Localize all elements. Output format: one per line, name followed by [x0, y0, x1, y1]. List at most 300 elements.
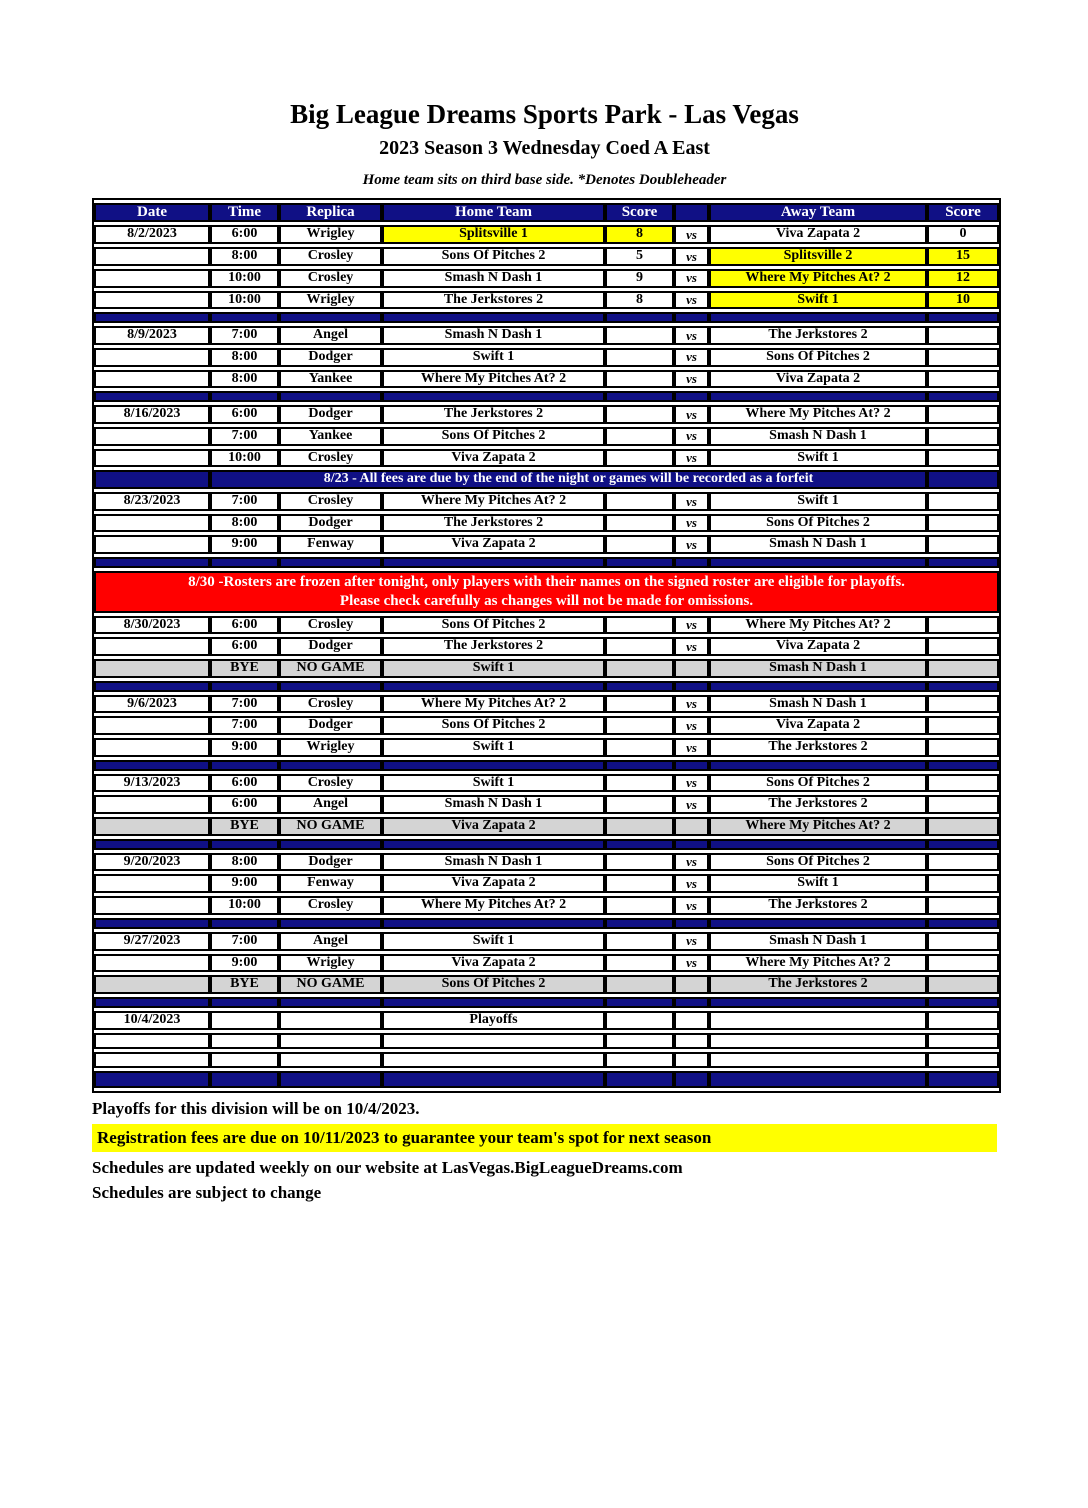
game-row — [94, 637, 999, 656]
home-team-cell: Smash N Dash 1 — [382, 795, 605, 814]
away-score-cell — [927, 492, 999, 511]
header-vs-cell — [674, 203, 709, 223]
time-cell: 6:00 — [210, 405, 279, 424]
website-line: Schedules are updated weekly on our website at LasVegas.BigLeagueDreams.com — [92, 1157, 683, 1177]
away-team-cell — [709, 1033, 927, 1049]
home-score-cell — [605, 760, 674, 771]
replica-cell — [279, 839, 382, 850]
date-cell — [94, 269, 210, 288]
game-row — [94, 247, 999, 266]
home-team-cell — [382, 557, 605, 568]
header-time-cell: Time — [210, 203, 279, 223]
roster-notice-text: 8/30 -Rosters are frozen after tonight, only players with their names on the signed roster are eligible for playoffs. Please check carefully as changes will not be made for omissions. — [94, 571, 999, 613]
away-team-cell: Where My Pitches At? 2 — [709, 954, 927, 973]
away-score-cell — [927, 839, 999, 850]
home-team-cell: Swift 1 — [382, 659, 605, 678]
home-team-cell: The Jerkstores 2 — [382, 405, 605, 424]
separator-row — [94, 312, 999, 323]
home-team-cell: Swift 1 — [382, 348, 605, 367]
vs-cell — [674, 817, 709, 836]
replica-cell — [279, 1011, 382, 1030]
away-score-cell — [927, 853, 999, 872]
vs-cell: vs — [674, 427, 709, 446]
time-cell — [210, 839, 279, 850]
game-row — [94, 716, 999, 735]
away-score-cell — [927, 896, 999, 915]
time-cell: 10:00 — [210, 896, 279, 915]
vs-cell: vs — [674, 896, 709, 915]
replica-cell: Angel — [279, 326, 382, 345]
date-cell — [94, 839, 210, 850]
replica-cell — [279, 312, 382, 323]
vs-cell — [674, 1011, 709, 1030]
time-cell: 9:00 — [210, 874, 279, 893]
date-cell: 9/6/2023 — [94, 695, 210, 714]
replica-cell: NO GAME — [279, 817, 382, 836]
time-cell: BYE — [210, 659, 279, 678]
time-cell — [210, 760, 279, 771]
date-cell — [94, 557, 210, 568]
home-score-cell — [605, 932, 674, 951]
date-cell — [94, 874, 210, 893]
game-row — [94, 774, 999, 793]
separator-row — [94, 760, 999, 771]
time-cell — [210, 681, 279, 692]
vs-cell: vs — [674, 449, 709, 468]
time-cell — [210, 391, 279, 402]
separator-row — [94, 997, 999, 1008]
away-team-cell — [709, 918, 927, 929]
home-team-cell: Splitsville 1 — [382, 225, 605, 244]
time-cell: 10:00 — [210, 269, 279, 288]
away-team-cell: Swift 1 — [709, 449, 927, 468]
away-score-cell — [927, 695, 999, 714]
header-row — [94, 203, 999, 223]
home-team-cell: Sons Of Pitches 2 — [382, 975, 605, 994]
replica-cell: Fenway — [279, 535, 382, 554]
header-date-cell: Date — [94, 203, 210, 223]
time-cell: BYE — [210, 817, 279, 836]
away-team-cell: Sons Of Pitches 2 — [709, 774, 927, 793]
vs-cell: vs — [674, 291, 709, 310]
vs-cell — [674, 391, 709, 402]
away-score-cell — [927, 312, 999, 323]
away-score-cell — [927, 449, 999, 468]
date-cell — [94, 637, 210, 656]
home-score-cell — [605, 975, 674, 994]
home-team-cell — [382, 760, 605, 771]
time-cell: 7:00 — [210, 716, 279, 735]
vs-cell — [674, 997, 709, 1008]
away-score-cell — [927, 817, 999, 836]
home-score-cell — [605, 535, 674, 554]
away-team-cell: Smash N Dash 1 — [709, 427, 927, 446]
home-score-cell — [605, 1011, 674, 1030]
replica-cell: Dodger — [279, 716, 382, 735]
date-cell — [94, 817, 210, 836]
home-score-cell — [605, 1052, 674, 1068]
away-score-cell — [927, 760, 999, 771]
registration-fees-line: Registration fees are due on 10/11/2023 to guarantee your team's spot for next season — [92, 1124, 997, 1152]
home-score-cell — [605, 449, 674, 468]
away-team-cell: Smash N Dash 1 — [709, 932, 927, 951]
vs-cell: vs — [674, 738, 709, 757]
date-cell: 8/23/2023 — [94, 492, 210, 511]
away-team-cell: Sons Of Pitches 2 — [709, 348, 927, 367]
replica-cell: Crosley — [279, 774, 382, 793]
date-cell: 9/13/2023 — [94, 774, 210, 793]
away-team-cell: Where My Pitches At? 2 — [709, 817, 927, 836]
away-team-cell: Where My Pitches At? 2 — [709, 616, 927, 635]
replica-cell — [279, 1071, 382, 1088]
time-cell: 7:00 — [210, 326, 279, 345]
away-team-cell: Smash N Dash 1 — [709, 659, 927, 678]
home-team-cell — [382, 997, 605, 1008]
home-team-cell — [382, 681, 605, 692]
game-row — [94, 291, 999, 310]
date-cell — [94, 716, 210, 735]
home-team-cell: Smash N Dash 1 — [382, 269, 605, 288]
header-away-team-cell: Away Team — [709, 203, 927, 223]
replica-cell: Dodger — [279, 514, 382, 533]
vs-cell — [674, 557, 709, 568]
away-score-cell — [927, 326, 999, 345]
vs-cell: vs — [674, 874, 709, 893]
away-score-cell — [927, 535, 999, 554]
date-cell — [94, 291, 210, 310]
date-cell — [94, 681, 210, 692]
home-score-cell — [605, 514, 674, 533]
home-score-cell — [605, 853, 674, 872]
game-row — [94, 225, 999, 244]
vs-cell: vs — [674, 370, 709, 389]
vs-cell: vs — [674, 492, 709, 511]
away-score-cell — [927, 405, 999, 424]
date-cell: 9/20/2023 — [94, 853, 210, 872]
home-score-cell — [605, 1033, 674, 1049]
home-score-cell — [605, 817, 674, 836]
away-score-cell — [927, 659, 999, 678]
home-team-cell: Viva Zapata 2 — [382, 874, 605, 893]
home-team-cell — [382, 1071, 605, 1088]
away-team-cell: Swift 1 — [709, 492, 927, 511]
home-score-cell — [605, 427, 674, 446]
time-cell: 6:00 — [210, 616, 279, 635]
date-cell — [94, 348, 210, 367]
vs-cell: vs — [674, 225, 709, 244]
away-team-cell — [709, 1011, 927, 1030]
time-cell: 7:00 — [210, 932, 279, 951]
away-score-cell — [927, 557, 999, 568]
vs-cell: vs — [674, 853, 709, 872]
away-team-cell: Viva Zapata 2 — [709, 716, 927, 735]
replica-cell — [279, 681, 382, 692]
header-replica-cell: Replica — [279, 203, 382, 223]
date-cell — [94, 391, 210, 402]
home-score-cell — [605, 896, 674, 915]
separator-row — [94, 681, 999, 692]
game-row — [94, 405, 999, 424]
away-team-cell: Sons Of Pitches 2 — [709, 514, 927, 533]
date-cell — [94, 470, 210, 489]
time-cell: 9:00 — [210, 535, 279, 554]
date-cell — [94, 514, 210, 533]
time-cell: 8:00 — [210, 247, 279, 266]
home-score-cell — [605, 695, 674, 714]
home-team-cell — [382, 391, 605, 402]
vs-cell: vs — [674, 405, 709, 424]
vs-cell: vs — [674, 514, 709, 533]
game-row — [94, 514, 999, 533]
away-team-cell — [709, 839, 927, 850]
home-team-cell — [382, 1033, 605, 1049]
away-score-cell — [927, 997, 999, 1008]
date-cell — [94, 449, 210, 468]
game-row — [94, 738, 999, 757]
game-row — [94, 795, 999, 814]
time-cell: 7:00 — [210, 492, 279, 511]
replica-cell: Yankee — [279, 370, 382, 389]
away-team-cell: The Jerkstores 2 — [709, 896, 927, 915]
replica-cell: Wrigley — [279, 954, 382, 973]
fees-note-row — [94, 470, 999, 489]
home-score-cell — [605, 795, 674, 814]
home-score-cell — [605, 616, 674, 635]
replica-cell — [279, 391, 382, 402]
replica-cell: Dodger — [279, 348, 382, 367]
time-cell: 10:00 — [210, 449, 279, 468]
time-cell — [210, 918, 279, 929]
away-score-cell — [927, 932, 999, 951]
home-score-cell — [605, 716, 674, 735]
home-score-cell — [605, 918, 674, 929]
vs-cell: vs — [674, 637, 709, 656]
replica-cell — [279, 1052, 382, 1068]
away-score-cell — [927, 774, 999, 793]
home-score-cell — [605, 492, 674, 511]
date-cell — [94, 1033, 210, 1049]
subject-to-change-line: Schedules are subject to change — [92, 1183, 322, 1203]
replica-cell: Crosley — [279, 616, 382, 635]
replica-cell: Crosley — [279, 449, 382, 468]
home-score-cell: 8 — [605, 225, 674, 244]
away-score-cell — [927, 738, 999, 757]
game-row — [94, 370, 999, 389]
away-team-cell: Viva Zapata 2 — [709, 637, 927, 656]
time-cell — [210, 557, 279, 568]
away-team-cell: Where My Pitches At? 2 — [709, 269, 927, 288]
vs-cell — [674, 760, 709, 771]
vs-cell — [674, 659, 709, 678]
replica-cell — [279, 557, 382, 568]
home-team-cell: Sons Of Pitches 2 — [382, 427, 605, 446]
game-row — [94, 492, 999, 511]
replica-cell: Dodger — [279, 637, 382, 656]
replica-cell: Crosley — [279, 896, 382, 915]
date-cell — [94, 1071, 210, 1088]
home-team-cell — [382, 1052, 605, 1068]
date-cell — [94, 760, 210, 771]
home-team-cell — [382, 839, 605, 850]
date-cell: 9/27/2023 — [94, 932, 210, 951]
away-team-cell: Smash N Dash 1 — [709, 695, 927, 714]
away-team-cell: The Jerkstores 2 — [709, 326, 927, 345]
replica-cell: Yankee — [279, 427, 382, 446]
game-row — [94, 449, 999, 468]
away-team-cell: Smash N Dash 1 — [709, 535, 927, 554]
home-team-cell: The Jerkstores 2 — [382, 514, 605, 533]
vs-cell — [674, 1033, 709, 1049]
home-team-cell: Sons Of Pitches 2 — [382, 616, 605, 635]
time-cell — [210, 312, 279, 323]
replica-cell: Crosley — [279, 695, 382, 714]
page-header — [92, 100, 997, 189]
vs-cell: vs — [674, 348, 709, 367]
home-team-cell — [382, 918, 605, 929]
home-score-cell — [605, 874, 674, 893]
home-team-cell: Where My Pitches At? 2 — [382, 695, 605, 714]
away-score-cell: 15 — [927, 247, 999, 266]
away-score-cell — [927, 616, 999, 635]
vs-cell: vs — [674, 716, 709, 735]
replica-cell: Crosley — [279, 247, 382, 266]
away-score-cell — [927, 391, 999, 402]
date-cell — [94, 1052, 210, 1068]
home-team-cell: Where My Pitches At? 2 — [382, 370, 605, 389]
away-score-cell — [927, 954, 999, 973]
roster-notice-row — [94, 571, 999, 613]
date-cell: 8/9/2023 — [94, 326, 210, 345]
replica-cell: Fenway — [279, 874, 382, 893]
vs-cell: vs — [674, 269, 709, 288]
vs-cell: vs — [674, 954, 709, 973]
bye-row — [94, 975, 999, 994]
bye-row — [94, 659, 999, 678]
vs-cell — [674, 839, 709, 850]
replica-cell: Wrigley — [279, 225, 382, 244]
time-cell: 6:00 — [210, 774, 279, 793]
replica-cell: Angel — [279, 795, 382, 814]
home-team-cell: Viva Zapata 2 — [382, 817, 605, 836]
date-cell — [94, 795, 210, 814]
time-cell: BYE — [210, 975, 279, 994]
replica-cell — [279, 760, 382, 771]
replica-cell: NO GAME — [279, 659, 382, 678]
away-score-cell — [927, 470, 999, 489]
page-subtitle: 2023 Season 3 Wednesday Coed A East — [379, 136, 710, 159]
date-cell — [94, 427, 210, 446]
date-cell — [94, 312, 210, 323]
time-cell: 10:00 — [210, 291, 279, 310]
game-row — [94, 535, 999, 554]
home-score-cell — [605, 774, 674, 793]
game-row — [94, 896, 999, 915]
page-footer — [92, 1099, 997, 1203]
header-away-score-cell: Score — [927, 203, 999, 223]
home-score-cell — [605, 659, 674, 678]
time-cell: 9:00 — [210, 738, 279, 757]
away-team-cell — [709, 557, 927, 568]
vs-cell: vs — [674, 326, 709, 345]
replica-cell — [279, 918, 382, 929]
home-score-cell — [605, 370, 674, 389]
away-score-cell — [927, 918, 999, 929]
away-team-cell — [709, 1052, 927, 1068]
time-cell: 8:00 — [210, 514, 279, 533]
away-score-cell — [927, 370, 999, 389]
away-team-cell: Where My Pitches At? 2 — [709, 405, 927, 424]
time-cell: 6:00 — [210, 225, 279, 244]
home-score-cell — [605, 997, 674, 1008]
away-score-cell — [927, 681, 999, 692]
vs-cell: vs — [674, 247, 709, 266]
home-score-cell — [605, 391, 674, 402]
home-score-cell: 5 — [605, 247, 674, 266]
home-team-cell — [382, 312, 605, 323]
playoffs-date-line: Playoffs for this division will be on 10/4/2023. — [92, 1098, 420, 1118]
home-score-cell — [605, 326, 674, 345]
separator-row — [94, 1071, 999, 1088]
vs-cell: vs — [674, 616, 709, 635]
empty-row — [94, 1033, 999, 1049]
replica-cell: Crosley — [279, 492, 382, 511]
time-cell: 7:00 — [210, 695, 279, 714]
vs-cell — [674, 1052, 709, 1068]
away-score-cell — [927, 1011, 999, 1030]
away-team-cell: Swift 1 — [709, 874, 927, 893]
header-home-team-cell: Home Team — [382, 203, 605, 223]
game-row — [94, 616, 999, 635]
vs-cell — [674, 975, 709, 994]
away-score-cell: 12 — [927, 269, 999, 288]
away-team-cell: The Jerkstores 2 — [709, 795, 927, 814]
time-cell — [210, 1071, 279, 1088]
home-team-cell: Swift 1 — [382, 932, 605, 951]
time-cell: 6:00 — [210, 795, 279, 814]
date-cell: 10/4/2023 — [94, 1011, 210, 1030]
away-team-cell — [709, 760, 927, 771]
time-cell: 7:00 — [210, 427, 279, 446]
time-cell — [210, 1033, 279, 1049]
away-score-cell — [927, 795, 999, 814]
date-cell — [94, 247, 210, 266]
game-row — [94, 853, 999, 872]
time-cell: 8:00 — [210, 370, 279, 389]
away-score-cell — [927, 1052, 999, 1068]
away-team-cell — [709, 1071, 927, 1088]
time-cell: 8:00 — [210, 348, 279, 367]
home-score-cell: 9 — [605, 269, 674, 288]
home-team-cell: Sons Of Pitches 2 — [382, 247, 605, 266]
replica-cell: Dodger — [279, 853, 382, 872]
away-score-cell — [927, 348, 999, 367]
replica-cell: Wrigley — [279, 738, 382, 757]
playoffs-row — [94, 1011, 999, 1030]
separator-row — [94, 391, 999, 402]
home-team-cell: Where My Pitches At? 2 — [382, 896, 605, 915]
away-team-cell — [709, 997, 927, 1008]
time-cell: 9:00 — [210, 954, 279, 973]
home-team-cell: The Jerkstores 2 — [382, 291, 605, 310]
separator-row — [94, 557, 999, 568]
home-score-cell — [605, 557, 674, 568]
away-score-cell — [927, 874, 999, 893]
schedule-table — [92, 198, 1001, 1093]
vs-cell — [674, 1071, 709, 1088]
game-row — [94, 348, 999, 367]
replica-cell: Angel — [279, 932, 382, 951]
home-score-cell — [605, 637, 674, 656]
